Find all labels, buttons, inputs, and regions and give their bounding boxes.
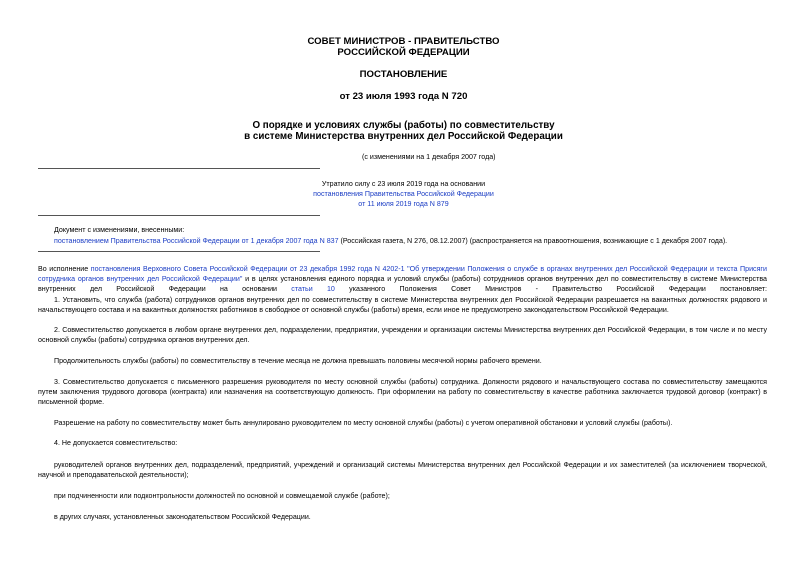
document-title-line-2: в системе Министерства внутренних дел Российской Федерации bbox=[244, 131, 563, 142]
point-2-note: Продолжительность службы (работы) по совместительству в течение месяца не должна превышать половины месячной нормы рабочего времени. bbox=[54, 357, 542, 365]
preamble-article-link[interactable]: статьи 10 bbox=[291, 285, 335, 293]
point-2: 2. Совместительство допускается в любом органе внутренних дел, подразделении, предприятии, учреждении и организации системы Министерства внутренних дел Российской Федерации, в том числе и по месту основной службы (работы) сотрудника органов внутренних дел. bbox=[38, 326, 767, 344]
point-3: 3. Совместительство допускается с письменного разрешения руководителя по месту основной службы (работы) сотрудника. Должности рядового и начальствующего состава по совместительству замещаются путем заключения трудового договора (контракта) или назначения на соответствующую должность. При оформлении на работу по совместительству в качестве работника заключается трудовой договор (контракт) в письменной форме. bbox=[38, 378, 767, 406]
divider bbox=[38, 215, 320, 216]
changes-intro: Документ с изменениями, внесенными: bbox=[54, 226, 185, 234]
expired-notice bbox=[290, 180, 517, 209]
amendment-note: (с изменениями на 1 декабря 2007 года) bbox=[362, 153, 496, 161]
point-1: 1. Установить, что служба (работа) сотрудников органов внутренних дел по совместительству в системе Министерства внутренних дел Российской Федерации разрешается на вакантных должностях рядового и начальствующего состава и на вакантных должностях работников в свободное от основной службы (работы) время, если иное не предусмотрено законодательством Российской Федерации. bbox=[38, 296, 767, 314]
document-type: ПОСТАНОВЛЕНИЕ bbox=[359, 69, 448, 80]
changes-line bbox=[54, 237, 727, 246]
preamble bbox=[38, 264, 767, 294]
changes-tail: (Российская газета, N 276, 08.12.2007) (распространяется на правоотношения, возникающие с 1 декабря 2007 года). bbox=[338, 237, 728, 245]
preamble-text-2: и в целях установления единого порядка и условий службы (работы) сотрудников органов внутренних дел по совместительству в системе Министерства внутренних дел Российской Федерации на основании bbox=[38, 275, 767, 293]
preamble-decree-link[interactable]: постановления Верховного Совета Российской Федерации от 23 декабря 1992 года N 4202-1 "Об утверждении Положения о службе в органах внутренних дел Российской Федерации и текста Присяги сотрудника органов внутренних дел Российской Федерации" bbox=[38, 265, 767, 283]
preamble-text-1: Во исполнение bbox=[38, 265, 91, 273]
divider bbox=[38, 168, 320, 169]
point-4-item-1: руководителей органов внутренних дел, подразделений, предприятий, учреждений и организаций системы Министерства внутренних дел Российской Федерации и их заместителей (за исключением творческой, научной и преподавательской деятельности); bbox=[38, 461, 767, 479]
point-4: 4. Не допускается совместительство: bbox=[54, 439, 178, 447]
point-3-note: Разрешение на работу по совместительству может быть аннулировано руководителем по месту основной службы (работы) с учетом оперативной обстановки и условий службы (работы). bbox=[54, 419, 673, 427]
issuer-line-2: РОССИЙСКОЙ ФЕДЕРАЦИИ bbox=[337, 47, 470, 58]
expired-text: Утратило силу с 23 июля 2019 года на основании bbox=[321, 180, 486, 188]
point-4-item-2: при подчиненности или подконтрольности должностей по основной и совмещаемой службе (работе); bbox=[54, 492, 390, 500]
divider bbox=[38, 251, 320, 252]
issuer-line-1: СОВЕТ МИНИСТРОВ - ПРАВИТЕЛЬСТВО bbox=[307, 36, 500, 47]
changes-decree-link[interactable]: постановлением Правительства Российской Федерации от 1 декабря 2007 года N 837 bbox=[54, 237, 339, 245]
document-title-line-1: О порядке и условиях службы (работы) по совместительству bbox=[252, 120, 555, 131]
expired-link-decree[interactable]: постановления Правительства Российской Федерации bbox=[313, 190, 494, 198]
preamble-text-3: указанного Положения Совет Министров - Правительство Российской Федерации постановляет: bbox=[334, 285, 767, 293]
expired-link-date[interactable]: от 11 июля 2019 года N 879 bbox=[358, 200, 449, 208]
point-4-item-3: в других случаях, установленных законодательством Российской Федерации. bbox=[54, 513, 311, 521]
document-date-number: от 23 июля 1993 года N 720 bbox=[339, 91, 468, 102]
